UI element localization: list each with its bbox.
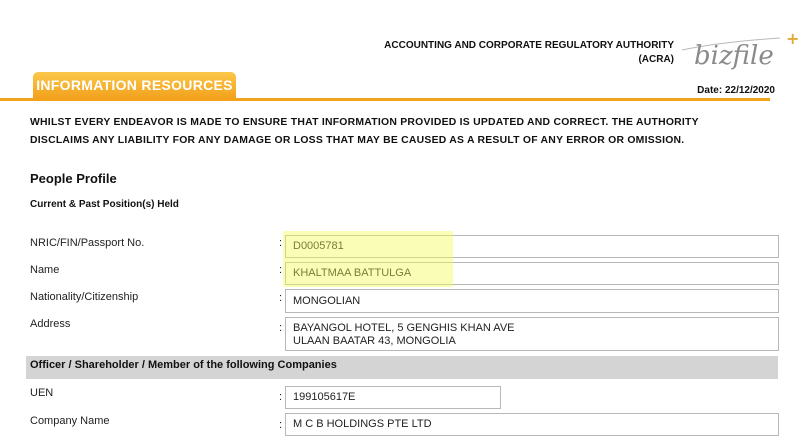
bizfile-logo (680, 28, 800, 72)
uen-value: 199105617E (293, 391, 356, 403)
company-name-field (285, 413, 779, 436)
nationality-label: Nationality/Citizenship (30, 291, 139, 303)
address-label: Address (30, 318, 71, 330)
nric-field (285, 235, 779, 258)
report-date: Date: 22/12/2020 (697, 85, 775, 96)
authority-line-1: ACCOUNTING AND CORPORATE REGULATORY AUTHORITY (384, 40, 674, 51)
disclaimer (30, 114, 780, 150)
name-colon: : (279, 264, 283, 276)
authority-name (340, 39, 674, 67)
uen-label: UEN (30, 387, 54, 399)
name-field (285, 262, 779, 285)
nationality-colon: : (279, 292, 283, 304)
page-title: People Profile (30, 171, 117, 186)
name-value: KHALTMAA BATTULGA (293, 267, 412, 279)
company-name-colon: : (279, 419, 283, 431)
companies-section-title: Officer / Shareholder / Member of the following Companies (30, 359, 337, 371)
uen-colon: : (279, 391, 283, 403)
section-subtitle: Current & Past Position(s) Held (30, 199, 179, 210)
address-line-2: ULAAN BAATAR 43, MONGOLIA (293, 335, 456, 347)
tab-underline (0, 98, 770, 101)
logo-wordmark: bizfile (694, 41, 774, 71)
disclaimer-line-2: DISCLAIMS ANY LIABILITY FOR ANY DAMAGE OR LOSS THAT MAY BE CAUSED AS A RESULT OF ANY ERROR OR OMISSION. (30, 135, 685, 146)
disclaimer-line-1: WHILST EVERY ENDEAVOR IS MADE TO ENSURE THAT INFORMATION PROVIDED IS UPDATED AND CORRECT. THE AUTHORITY (30, 117, 699, 128)
company-name-label: Company Name (30, 415, 110, 427)
nationality-field (285, 289, 779, 313)
name-label: Name (30, 264, 60, 276)
address-field (285, 317, 779, 351)
authority-line-2: (ACRA) (638, 54, 674, 65)
information-resources-tab[interactable]: INFORMATION RESOURCES (33, 72, 236, 98)
uen-field (285, 386, 501, 409)
nric-colon: : (279, 237, 283, 249)
nric-value: D0005781 (293, 240, 344, 252)
address-colon: : (279, 322, 283, 334)
address-line-1: BAYANGOL HOTEL, 5 GENGHIS KHAN AVE (293, 322, 515, 334)
nric-label: NRIC/FIN/Passport No. (30, 237, 145, 249)
company-name-value: M C B HOLDINGS PTE LTD (293, 418, 432, 430)
nationality-value: MONGOLIAN (293, 294, 361, 307)
logo-plus-icon: + (786, 29, 800, 48)
